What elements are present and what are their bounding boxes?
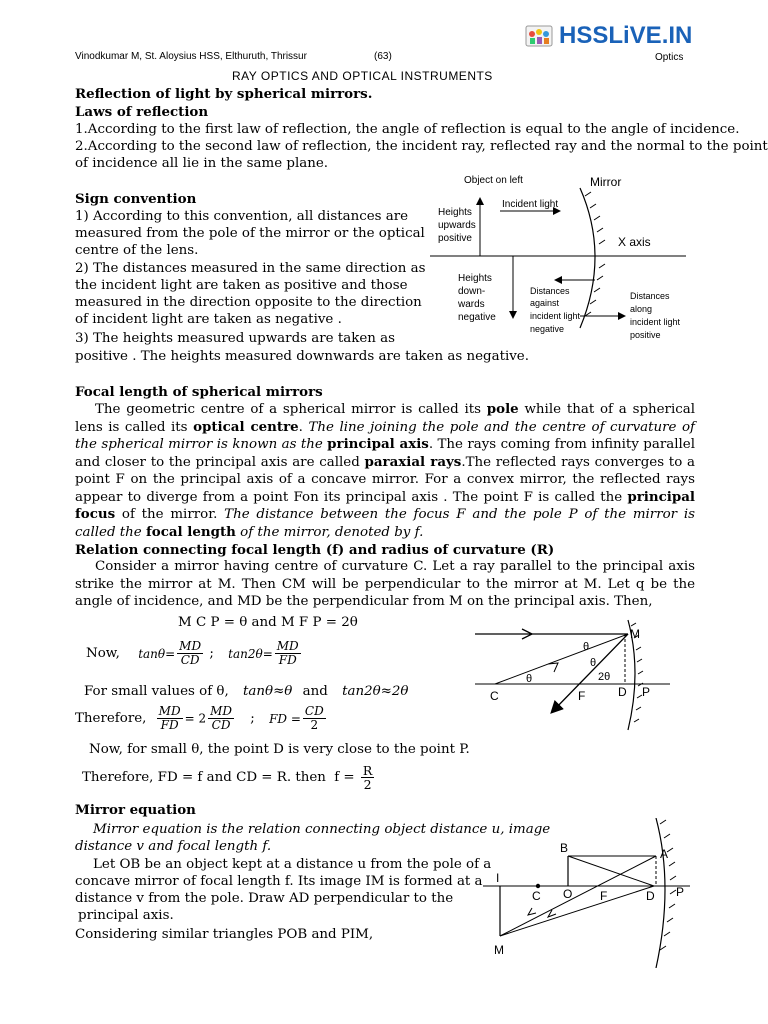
- mirror-eq-line: distance v from the pole. Draw AD perpendicular to the: [75, 891, 454, 906]
- site-logo-text: HSSLiVE.IN: [559, 22, 693, 49]
- sign-convention-diagram: [430, 168, 700, 348]
- f-equals-r-over-2: Therefore, FD = f and CD = R. then f = $\frac{R}{2}$: [82, 763, 373, 792]
- mirror-curve: [580, 188, 595, 328]
- point-c: C: [490, 689, 499, 703]
- page-number: (63): [374, 51, 392, 62]
- mirror-equation-diagram: [478, 818, 700, 968]
- heights-down-label: wards: [458, 299, 485, 310]
- heights-up-label: upwards: [438, 220, 476, 231]
- sign-line: centre of the lens.: [75, 243, 199, 258]
- reflected-ray: [552, 634, 628, 712]
- ray-through-focus: [500, 856, 656, 936]
- distances-along-label: incident light: [630, 317, 681, 327]
- focal-heading: Focal length of spherical mirrors: [75, 384, 323, 400]
- point-a: A: [660, 847, 669, 861]
- focal-radius-diagram: [470, 612, 685, 737]
- point-f: F: [578, 689, 586, 703]
- sign-line: the incident light are taken as positive and those: [75, 278, 408, 293]
- two-theta-angle: 2θ: [598, 671, 611, 683]
- distances-against-label: against: [530, 298, 560, 308]
- reflection-heading: Reflection of light by spherical mirrors.: [75, 86, 373, 102]
- chapter-title: RAY OPTICS AND OPTICAL INSTRUMENTS: [232, 69, 493, 83]
- mirror-eq-line: principal axis.: [78, 908, 174, 923]
- distances-against-label: negative: [530, 324, 565, 334]
- mirror-eq-heading: Mirror equation: [75, 802, 196, 818]
- hsslive-logo-icon: [524, 22, 556, 50]
- small-theta-note: Now, for small θ, the point D is very close to the point P.: [89, 742, 470, 757]
- normal-arrow: [548, 663, 558, 672]
- point-f: F: [600, 889, 608, 903]
- ray-to-pole: [568, 856, 654, 886]
- sign-heading: Sign convention: [75, 191, 197, 207]
- angle-relation: M C P = θ and M F P = 2θ: [178, 615, 358, 630]
- theta-angle-c: θ: [526, 673, 533, 685]
- mirror-label: Mirror: [590, 175, 622, 189]
- sign-line: measured from the pole of the mirror or the optical: [75, 226, 425, 241]
- mirror-eq-line: Considering similar triangles POB and PIM,: [75, 927, 374, 942]
- mirror-eq-def-2: distance v and focal length f.: [75, 839, 272, 854]
- incident-light-label: Incident light: [502, 199, 559, 210]
- distances-against-label: incident light: [530, 311, 581, 321]
- point-c: C: [532, 889, 541, 903]
- distances-against-label: Distances: [530, 286, 570, 296]
- theta-angle-2: θ: [590, 657, 597, 669]
- concave-mirror: [656, 818, 665, 968]
- point-p: P: [642, 685, 651, 699]
- point-d: D: [646, 889, 655, 903]
- author-line: Vinodkumar M, St. Aloysius HSS, Elthuruth, Thrissur: [75, 51, 307, 62]
- sign-line: of incident light are taken as negative .: [75, 312, 342, 327]
- mirror-eq-line: concave mirror of focal length f. Its image IM is formed at a: [75, 874, 483, 889]
- point-b: B: [560, 841, 569, 855]
- therefore-equations: Therefore, $\frac{MD}{FD}$ = 2 $\frac{MD}{CD}$ ; FD = $\frac{CD}{2}$: [75, 704, 324, 732]
- law-1: 1.According to the first law of reflection, the angle of reflection is equal to the angle of incidence.: [75, 122, 740, 137]
- sign-line: 3) The heights measured upwards are taken as: [75, 331, 395, 346]
- sign-line: measured in the direction opposite to the direction: [75, 295, 422, 310]
- distances-along-label: positive: [630, 330, 661, 340]
- sign-line: 2) The distances measured in the same direction as: [75, 261, 426, 276]
- sign-line: 1) According to this convention, all distances are: [75, 209, 409, 224]
- point-m: M: [494, 943, 504, 957]
- theta-angle-1: θ: [583, 641, 590, 653]
- section-label: Optics: [655, 52, 684, 63]
- distances-along-label: Distances: [630, 291, 670, 301]
- ray-arrow-1: [528, 908, 536, 915]
- centre-dot: [536, 884, 540, 888]
- sign-last-line: positive . The heights measured downwards are taken as negative.: [75, 349, 529, 364]
- distances-along-label: along: [630, 304, 653, 314]
- focal-paragraph: The geometric centre of a spherical mirror is called its pole while that of a spherical lens is called its optical centre. The line joining the pole and the centre of curvature of the spherical mirror is known as the principal axis. The rays coming from infinity parallel and closer to the principal axis are called paraxial rays.The reflected rays converges to a point F on the principal axis of a concave mirror. For a convex mirror, the reflected rays appear to diverge from a point Fon its principal axis . The point F is called the principal focus of the mirror. The distance between the focus F and the pole P of the mirror is called the focal length of the mirror, denoted by f.: [75, 401, 696, 540]
- relation-heading: Relation connecting focal length (f) and radius of curvature (R): [75, 542, 555, 558]
- point-m: M: [630, 627, 640, 641]
- point-d: D: [618, 685, 627, 699]
- heights-up-label: Heights: [438, 207, 472, 218]
- heights-down-label: down-: [458, 286, 486, 297]
- laws-heading: Laws of reflection: [75, 104, 209, 120]
- heights-down-label: Heights: [458, 273, 492, 284]
- small-approx: For small values of θ, tanθ≈θ and tan2θ≈2θ: [84, 684, 409, 699]
- heights-up-label: positive: [438, 233, 472, 244]
- heights-down-label: negative: [458, 312, 496, 323]
- law-2-line-2: of incidence all lie in the same plane.: [75, 156, 329, 171]
- object-on-left-label: Object on left: [464, 175, 523, 186]
- x-axis-label: X axis: [618, 235, 651, 249]
- tan-equations: Now, tanθ= $\frac{MD}{CD}$ ; tan2θ= $\frac{MD}{FD}$: [86, 639, 299, 667]
- law-2-line-1: 2.According to the second law of reflection, the incident ray, reflected ray and the normal to the point: [75, 139, 768, 154]
- mirror-eq-line: Let OB be an object kept at a distance u from the pole of a: [93, 857, 492, 872]
- point-p: P: [676, 885, 685, 899]
- point-i: I: [496, 871, 500, 885]
- point-o: O: [563, 887, 573, 901]
- relation-paragraph: Consider a mirror having centre of curvature C. Let a ray parallel to the principal axis strike the mirror at M. Then CM will be perpendicular to the mirror at M. Let q be the angle of incidence, and MD be the perpendicular from M on the principal axis. Then,: [75, 559, 695, 609]
- mirror-eq-def-1: Mirror equation is the relation connecting object distance u, image: [93, 822, 551, 837]
- ray-from-pole: [500, 886, 654, 936]
